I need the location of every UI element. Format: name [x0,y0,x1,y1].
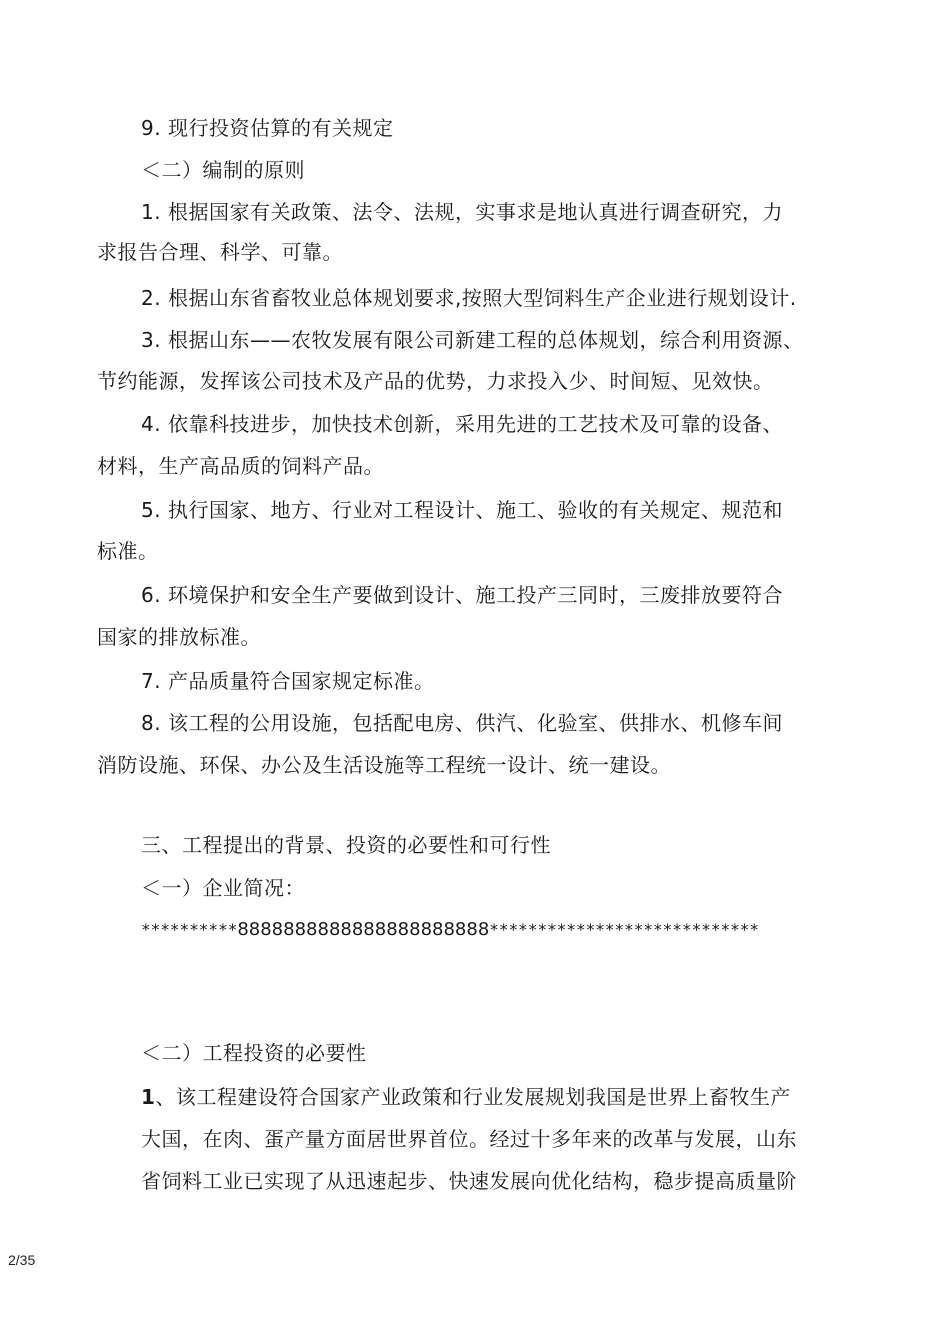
text-line: 1. 根据国家有关政策、法令、法规，实事求是地认真进行调查研究，力 [141,200,783,224]
section-heading: 三、工程提出的背景、投资的必要性和可行性 [141,833,551,857]
text-line: 标准。 [97,539,159,563]
page-number: 2/35 [8,1252,36,1268]
text-line: 2. 根据山东省畜牧业总体规划要求,按照大型饲料生产企业进行规划设计. [141,286,797,310]
text-line: 材料，生产高品质的饲料产品。 [97,454,384,478]
text-line: 8. 该工程的公用设施，包括配电房、供汽、化验室、供排水、机修车间 [141,711,783,735]
subsection-heading: ＜二）工程投资的必要性 [141,1041,367,1065]
text-line: 5. 执行国家、地方、行业对工程设计、施工、验收的有关规定、规范和 [141,498,783,522]
text-line: 3. 根据山东——农牧发展有限公司新建工程的总体规划，综合利用资源、 [141,328,804,352]
asterisk-run: ********** [141,920,238,939]
text-line: 省饲料工业已实现了从迅速起步、快速发展向优化结构，稳步提高质量阶 [141,1169,797,1193]
subsection-heading: ＜一）企业简况： [141,876,305,900]
item-number: 1 [141,1085,156,1109]
text-line: 国家的排放标准。 [97,625,261,649]
text-line [141,1084,791,1110]
text-line: 9. 现行投资估算的有关规定 [141,116,394,140]
text-line: 求报告合理、科学、可靠。 [97,240,343,264]
item-text: 、该工程建设符合国家产业政策和行业发展规划我国是世界上畜牧生产 [155,1085,791,1109]
text-line: 7. 产品质量符合国家规定标准。 [141,669,435,693]
text-line: 4. 依靠科技进步，加快技术创新，采用先进的工艺技术及可靠的设备、 [141,412,783,436]
asterisk-run: **************************** [489,920,759,939]
placeholder-line [141,917,759,943]
text-line: 节约能源，发挥该公司技术及产品的优势，力求投入少、时间短、见效快。 [97,369,774,393]
text-line: 6. 环境保护和安全生产要做到设计、施工投产三同时，三废排放要符合 [141,583,783,607]
text-line: 消防设施、环保、办公及生活设施等工程统一设计、统一建设。 [97,753,671,777]
digit-run: 8888888888888888888888 [237,919,490,940]
section-heading: ＜二）编制的原则 [141,158,305,182]
text-line: 大国，在肉、蛋产量方面居世界首位。经过十多年来的改革与发展，山东 [141,1127,797,1151]
